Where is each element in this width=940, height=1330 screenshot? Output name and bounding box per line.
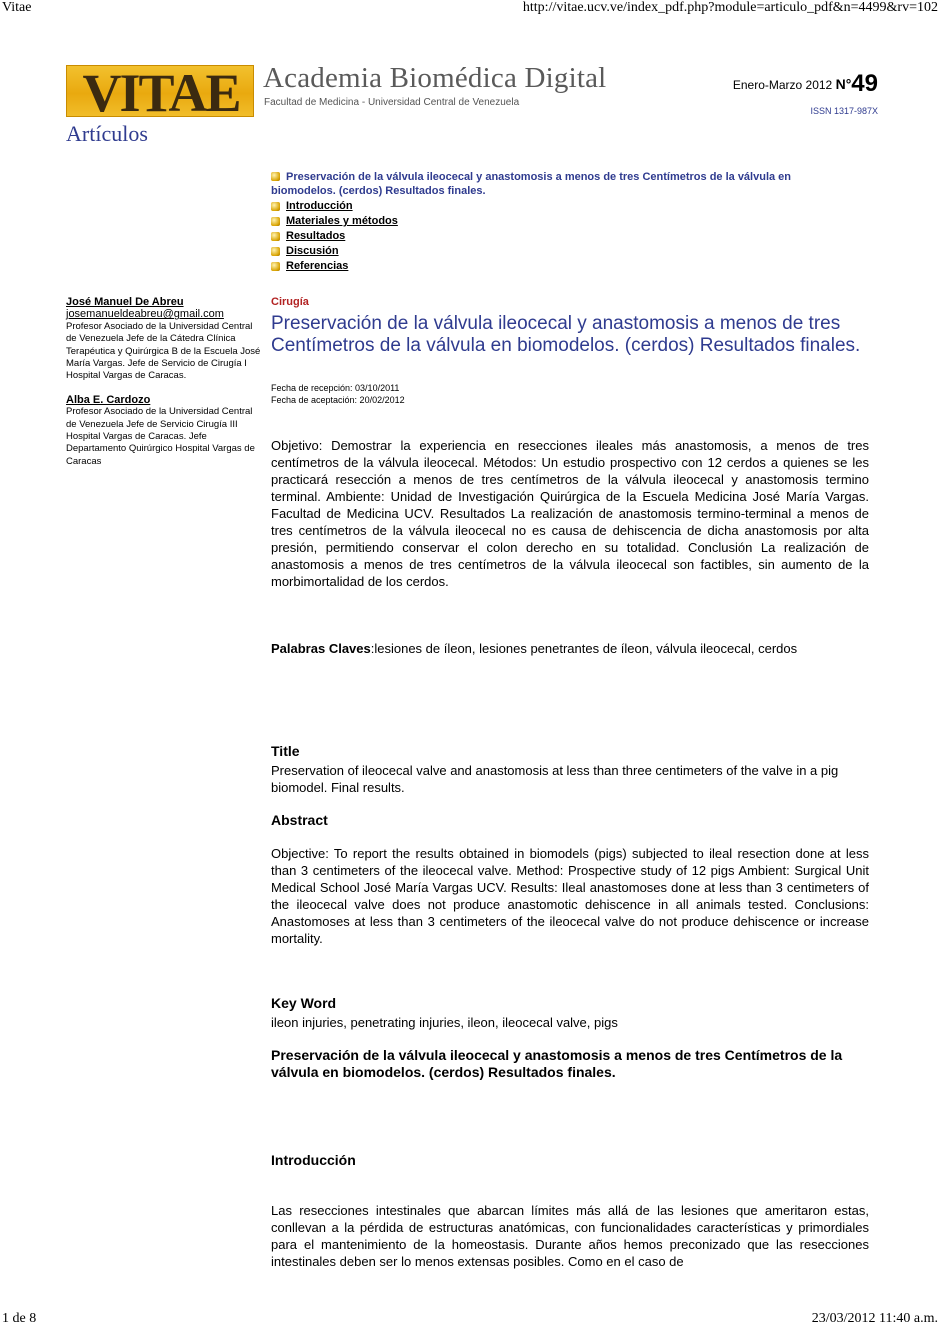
logo-text: VITAE xyxy=(82,65,240,117)
toc-link-resultados[interactable]: Resultados xyxy=(286,230,346,242)
toc-item xyxy=(271,260,851,272)
print-timestamp: 23/03/2012 11:40 a.m. xyxy=(811,1311,938,1326)
english-title-heading: Title xyxy=(271,743,300,759)
author-block xyxy=(66,296,261,383)
author-list xyxy=(66,296,261,479)
table-of-contents xyxy=(271,170,851,275)
vitae-logo[interactable] xyxy=(66,65,254,117)
issue-period: Enero-Marzo 2012 xyxy=(732,78,833,92)
intro-heading: Introducción xyxy=(271,1152,356,1168)
bullet-icon xyxy=(271,202,280,211)
article-title-repeat: Preservación de la válvula ileocecal y anastomosis a menos de tres Centímetros de la válvula en biomodelos. (cerdos) Resultados finales. xyxy=(271,1047,843,1080)
toc-item xyxy=(271,245,851,257)
print-header-title: Vitae xyxy=(2,0,32,15)
keyword-heading: Key Word xyxy=(271,995,337,1011)
toc-item xyxy=(271,200,851,212)
accepted-date: Fecha de aceptación: 20/02/2012 xyxy=(271,395,405,405)
author-email[interactable]: josemanueldeabreu@gmail.com xyxy=(66,308,224,321)
site-title: Academia Biomédica Digital xyxy=(263,62,607,94)
bullet-icon xyxy=(271,262,280,271)
toc-link-discusion[interactable]: Discusión xyxy=(286,245,339,257)
issn: ISSN 1317-987X xyxy=(810,106,878,116)
print-header-url: http://vitae.ucv.ve/index_pdf.php?module=articulo_pdf&n=4499&rv=102 xyxy=(522,0,938,15)
toc-link-materiales[interactable]: Materiales y métodos xyxy=(286,215,398,227)
toc-link-referencias[interactable]: Referencias xyxy=(286,260,349,272)
keywords-paragraph xyxy=(271,640,869,657)
site-subtitle: Facultad de Medicina - Universidad Central de Venezuela xyxy=(264,97,520,108)
bullet-icon xyxy=(271,172,280,181)
page-counter: 1 de 8 xyxy=(2,1311,37,1326)
issue-info xyxy=(733,70,878,98)
bullet-icon xyxy=(271,232,280,241)
author-name[interactable]: Alba E. Cardozo xyxy=(66,393,151,406)
section-title: Artículos xyxy=(66,121,148,146)
author-affiliation: Profesor Asociado de la Universidad Central de Venezuela Jefe de Servicio Cirugía III Hospital Vargas de Caracas. Jefe Departamento Quirúrgico Hospital Vargas de Caracas xyxy=(66,406,255,467)
english-title: Preservation of ileocecal valve and anastomosis at less than three centimeters of the valve in a pig biomodel. Final results. xyxy=(271,763,839,795)
toc-current-line2: biomodelos. (cerdos) Resultados finales. xyxy=(271,185,486,197)
abstract-heading: Abstract xyxy=(271,812,328,828)
keyword-text: ileon injuries, penetrating injuries, ileon, ileocecal valve, pigs xyxy=(271,1015,618,1030)
intro-text: Las resecciones intestinales que abarcan límites más allá de las lesiones que ameritaron estas, conllevan a la pérdida de estructuras anatómicas, con funcionalidades características y primordiales para el mantenimiento de la homeostasis. Durante años hemos preconizado que las resecciones intestinales deben ser lo menos extensas posibles. Como en el caso de xyxy=(271,1203,869,1269)
article-category: Cirugía xyxy=(271,296,309,308)
issue-label: N° xyxy=(835,76,852,92)
author-block xyxy=(66,394,261,468)
bullet-icon xyxy=(271,217,280,226)
toc-item xyxy=(271,230,851,242)
toc-current-article xyxy=(271,170,851,184)
received-date: Fecha de recepción: 03/10/2011 xyxy=(271,383,400,393)
author-name[interactable]: José Manuel De Abreu xyxy=(66,296,184,308)
issue-number: 49 xyxy=(851,70,878,97)
resumen-text: Objetivo: Demostrar la experiencia en resecciones ileales más anastomosis, a menos de tres centímetros de la válvula ileocecal. Métodos: Un estudio prospectivo con 12 cerdos a quienes se les practicará resección a menos de tres centímetros de la válvula ileocecal y anastomosis termino terminal. Ambiente: Unidad de Investigación Quirúrgica de la Escuela Medicina José María Vargas. Facultad de Medicina UCV. Resultados La realización de anastomosis termino-terminal a menos de tres centímetros de la válvula ileocecal no es causa de dehiscencia de dicha anastomosis por alta presión, permitiendo conservar el colon derecho en su totalidad. Conclusión La realización de anastomosis a menos de tres centímetros de la válvula ileocecal son factibles, sin aumento de la morbimortalidad de los cerdos. xyxy=(271,438,869,589)
toc-link-introduccion[interactable]: Introducción xyxy=(286,200,353,212)
toc-item xyxy=(271,215,851,227)
article-dates xyxy=(271,382,869,406)
keywords-label: Palabras Claves xyxy=(271,641,371,656)
author-affiliation: Profesor Asociado de la Universidad Central de Venezuela Jefe de la Cátedra Clínica Terapéutica y Quirúrgica B de la Escuela José María Vargas. Jefe de Servicio de Cirugía I Hospital Vargas de Caracas. xyxy=(66,320,261,382)
abstract-text: Objective: To report the results obtained in biomodels (pigs) subjected to ileal resection done at less than 3 centimeters of the ileocecal valve. Method: Prospective study of 12 pigs Ambient: Surgical Unit Medical School José María Vargas UCV. Results: Ileal anastomoses done at less than 3 centimeters of the ileocecal valve does not produce anastomotic dehiscence in all animals tested. Conclusions: Anastomoses at less than 3 centimeters of the ileocecal valve do not produce dehiscence or increase mortality. xyxy=(271,846,869,946)
article-title: Preservación de la válvula ileocecal y anastomosis a menos de tres Centímetros de la válvula en biomodelos. (cerdos) Resultados finales. xyxy=(271,313,861,356)
keywords-text: :lesiones de íleon, lesiones penetrantes de íleon, válvula ileocecal, cerdos xyxy=(370,641,798,656)
bullet-icon xyxy=(271,247,280,256)
toc-current-line1: Preservación de la válvula ileocecal y anastomosis a menos de tres Centímetros de la válvula en xyxy=(286,171,792,183)
